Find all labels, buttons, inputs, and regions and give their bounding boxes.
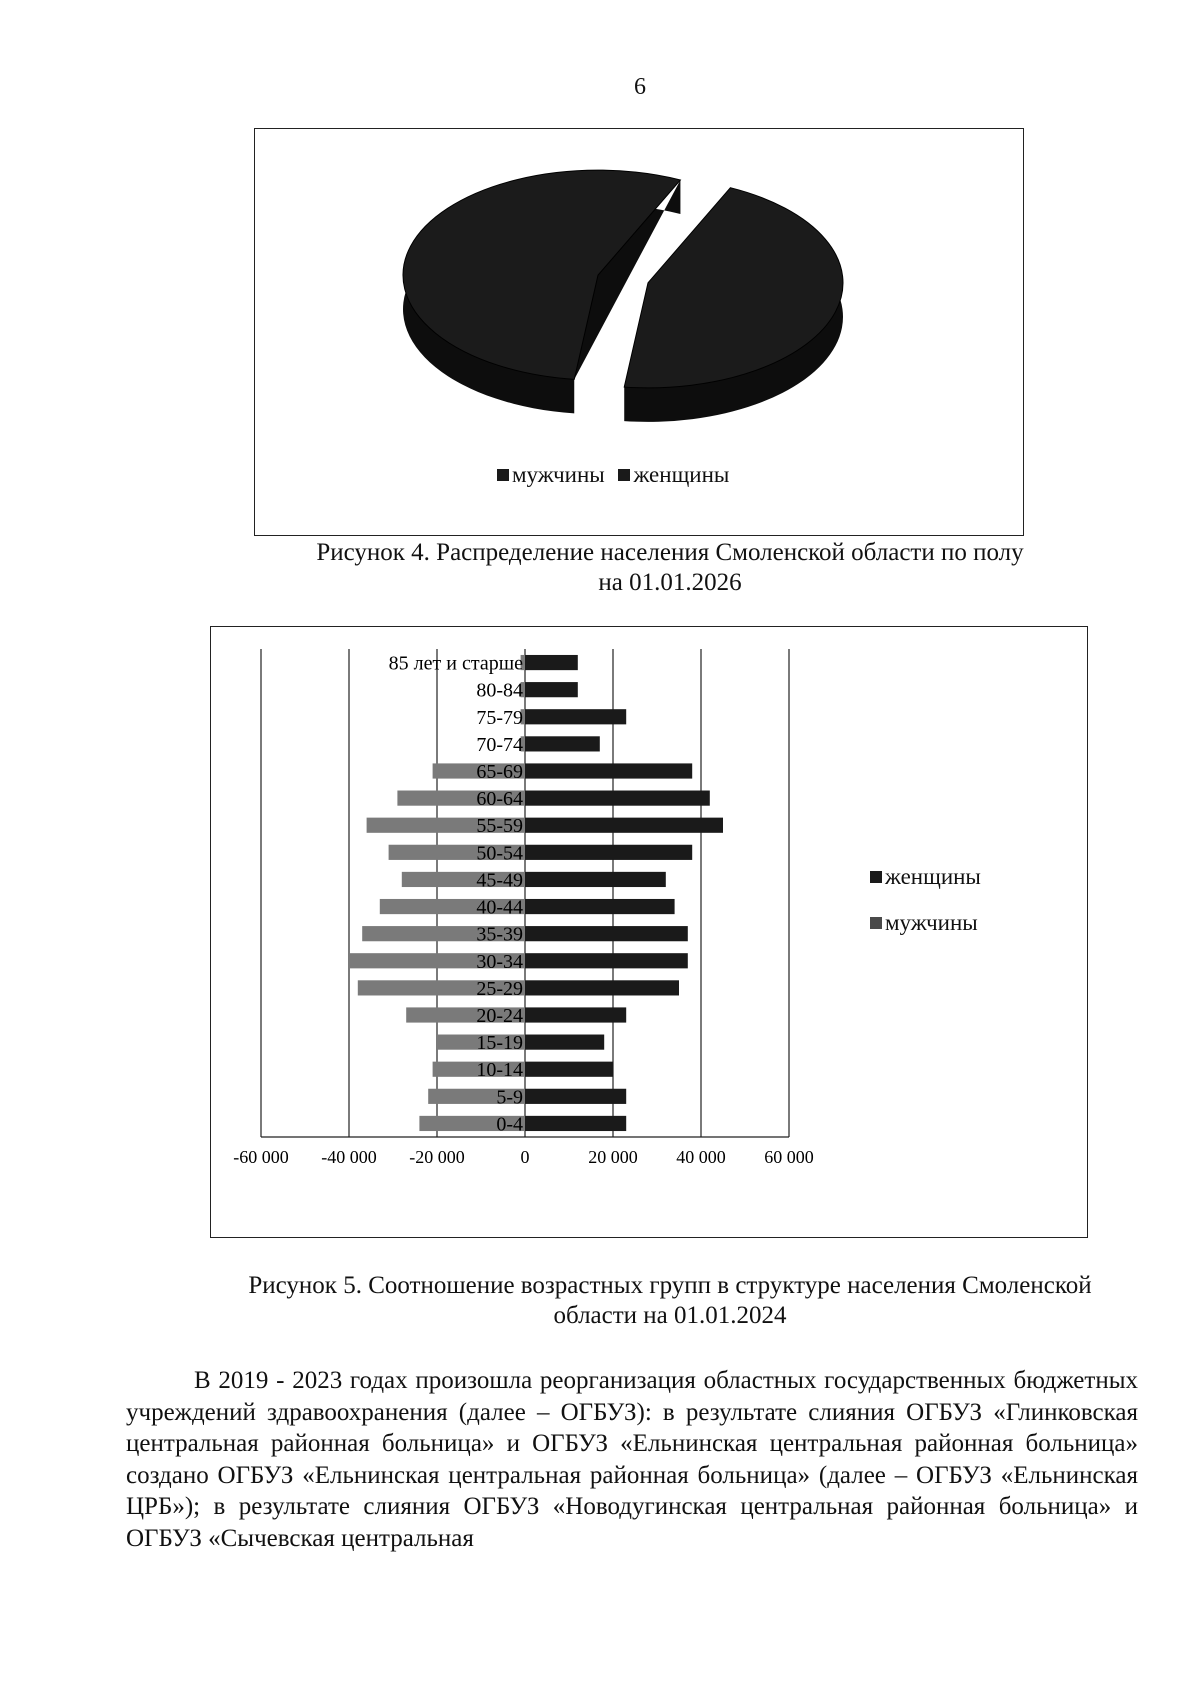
category-label: 45-49 [476,869,523,892]
category-label: 10-14 [476,1059,523,1082]
x-tick-label: 0 [520,1147,530,1167]
bar-women [525,980,679,995]
bar-women [525,926,688,941]
figure-5-caption-line-1: Рисунок 5. Соотношение возрастных групп в структуре населения Смоленской [248,1272,1092,1299]
figure-4-caption-line-1: Рисунок 4. Распределение населения Смоленской области по полу [316,539,1024,566]
category-label: 0-4 [496,1113,523,1136]
category-label: 80-84 [476,679,523,702]
figure-5-caption-line-2: области на 01.01.2024 [553,1302,787,1329]
bar-women [525,1007,626,1022]
category-label: 75-79 [476,706,523,729]
body-paragraph: В 2019 - 2023 годах произошла реорганизация областных государственных бюджетных учреждений здравоохранения (далее – ОГБУЗ): в результате слияния ОГБУЗ «Глинковская центральная районная больница» и ОГБУЗ «Ельнинская центральная районная больница» создано ОГБУЗ «Ельнинская центральная районная больница» (далее – ОГБУЗ «Ельнинская ЦРБ»); в результате слияния ОГБУЗ «Новодугинская центральная районная больница» и ОГБУЗ «Сычевская центральная [126,1367,1138,1552]
figure-5-caption [180,1271,1160,1331]
category-label: 50-54 [476,842,523,865]
x-tick-label: -40 000 [321,1147,377,1167]
bar-women [525,1116,626,1131]
category-label: 5-9 [496,1086,523,1109]
category-label: 40-44 [476,896,523,919]
category-label: 20-24 [476,1005,523,1027]
category-label: 35-39 [476,923,523,946]
category-label: 60-64 [476,788,523,811]
x-tick-label: -20 000 [409,1147,465,1167]
x-tick-label: 60 000 [764,1147,814,1167]
bar-women [525,845,692,860]
bar-women [525,818,723,833]
legend-swatch-women [870,871,882,883]
bar-women [525,872,666,887]
figure-4-caption-line-2: на 01.01.2026 [598,569,742,596]
page-number: 6 [634,74,646,100]
bar-women [525,791,710,806]
category-label: 70-74 [476,733,523,756]
category-label: 55-59 [476,815,523,838]
figure-5-legend [870,854,981,946]
bar-women [525,1035,604,1050]
legend-swatch-men [870,917,882,929]
legend-label-men: мужчины [885,910,978,935]
legend-swatch-men [497,469,509,481]
figure-4-caption [250,538,1090,598]
category-label: 85 лет и старше [388,652,523,675]
category-label: 65-69 [476,761,523,783]
x-tick-label: 20 000 [588,1147,638,1167]
bar-women [525,953,688,968]
x-tick-label: 40 000 [676,1147,726,1167]
bar-women [525,736,600,751]
bar-women [525,1089,626,1104]
category-label: 30-34 [476,950,523,973]
legend-label-women: женщины [633,462,730,487]
category-label: 15-19 [476,1032,523,1055]
bar-women [525,899,675,914]
figure-4-legend [497,462,729,488]
bar-women [525,682,578,697]
legend-swatch-women [618,469,630,481]
bar-women [525,763,692,778]
legend-label-women: женщины [885,864,981,889]
category-label: 25-29 [476,977,523,1000]
legend-label-men: мужчины [512,462,605,487]
bar-women [525,655,578,670]
bar-women [525,1062,613,1077]
bar-women [525,709,626,724]
x-tick-label: -60 000 [233,1147,289,1167]
